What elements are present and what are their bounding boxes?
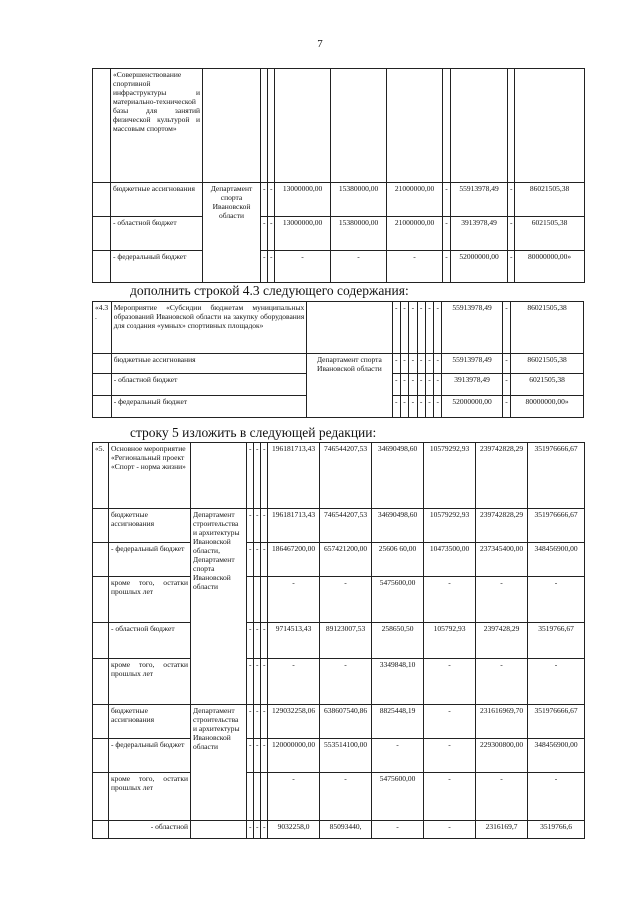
table-cell: [254, 577, 261, 623]
dash-cell: -: [425, 374, 433, 396]
value-cell: 2316169,7: [476, 821, 528, 839]
table-cell: [93, 577, 109, 623]
value-cell: 34690498,60: [372, 509, 424, 543]
value-cell: 746544207,53: [320, 443, 372, 509]
dash-cell: -: [247, 543, 254, 577]
dash-cell: -: [261, 443, 268, 509]
value-cell: 89123007,53: [320, 623, 372, 659]
dash-cell: -: [409, 396, 417, 418]
value-cell: -: [424, 821, 476, 839]
dash-cell: -: [392, 396, 400, 418]
table-cell: [93, 773, 109, 821]
value-cell: 351976666,67: [528, 443, 585, 509]
table-cell: [261, 773, 268, 821]
value-cell: 657421200,00: [320, 543, 372, 577]
dash-cell: -: [247, 739, 254, 773]
row-label: бюджетные ассигнования: [111, 354, 307, 374]
value-cell: 86021505,38: [511, 302, 584, 354]
dash-cell: -: [261, 705, 268, 739]
dash-cell: -: [434, 374, 442, 396]
dash-cell: -: [508, 251, 515, 283]
value-cell: -: [320, 659, 372, 705]
row-label: - областной бюджет: [111, 217, 203, 251]
row-label: кроме того, остатки прошлых лет: [109, 773, 191, 821]
table-cell: [261, 577, 268, 623]
table-cell: [247, 773, 254, 821]
executor-cell: Департамент спорта Ивановской области: [307, 354, 392, 418]
value-cell: 196181713,43: [268, 443, 320, 509]
value-cell: 55913978,49: [442, 302, 502, 354]
value-cell: -: [268, 773, 320, 821]
value-cell: 80000000,00»: [511, 396, 584, 418]
value-cell: 239742828,29: [476, 509, 528, 543]
table-row: [93, 623, 585, 659]
value-cell: 10579292,93: [424, 443, 476, 509]
table-sport-infrastructure: [92, 68, 585, 283]
value-cell: -: [320, 577, 372, 623]
value-cell: 348456900,00: [528, 739, 585, 773]
table-cell: [515, 69, 585, 183]
dash-cell: -: [254, 509, 261, 543]
dash-cell: -: [268, 217, 275, 251]
value-cell: 105792,93: [424, 623, 476, 659]
dash-cell: -: [409, 374, 417, 396]
dash-cell: -: [417, 374, 425, 396]
table-row-5: [92, 442, 585, 839]
value-cell: 351976666,67: [528, 705, 585, 739]
value-cell: 6021505,38: [515, 217, 585, 251]
dash-cell: -: [392, 302, 400, 354]
value-cell: 3349848,10: [372, 659, 424, 705]
value-cell: -: [528, 659, 585, 705]
row-label: - федеральный бюджет: [109, 739, 191, 773]
table-cell: [203, 69, 261, 183]
value-cell: 196181713,43: [268, 509, 320, 543]
table-row: [93, 509, 585, 543]
value-cell: 258650,50: [372, 623, 424, 659]
row-label: - областной: [109, 821, 191, 839]
value-cell: -: [424, 705, 476, 739]
dash-cell: -: [502, 374, 510, 396]
row-label: - федеральный бюджет: [111, 251, 203, 283]
dash-cell: -: [261, 821, 268, 839]
table-row: [93, 543, 585, 577]
table-row: [93, 705, 585, 739]
value-cell: -: [424, 659, 476, 705]
table-cell: [93, 69, 111, 183]
dash-cell: -: [443, 183, 451, 217]
row-label: бюджетные ассигнования: [109, 705, 191, 739]
table-cell: [93, 251, 111, 283]
dash-cell: -: [254, 705, 261, 739]
executor-cell: Департамент строительства и архитектуры Ивановской области: [191, 705, 247, 821]
value-cell: -: [528, 773, 585, 821]
value-cell: 2397428,29: [476, 623, 528, 659]
value-cell: -: [320, 773, 372, 821]
dash-cell: -: [502, 302, 510, 354]
row-label: бюджетные ассигнования: [109, 509, 191, 543]
dash-cell: -: [247, 821, 254, 839]
row-label: кроме того, остатки прошлых лет: [109, 659, 191, 705]
table-row: [93, 251, 585, 283]
value-cell: -: [476, 773, 528, 821]
value-cell: 120000000,00: [268, 739, 320, 773]
value-cell: 553514100,00: [320, 739, 372, 773]
row-label: - федеральный бюджет: [111, 396, 307, 418]
value-cell: 10473500,00: [424, 543, 476, 577]
executor-cell: Департамент спорта Ивановской области: [203, 183, 261, 283]
value-cell: -: [424, 773, 476, 821]
value-cell: 229300800,00: [476, 739, 528, 773]
value-cell: -: [476, 577, 528, 623]
dash-cell: -: [254, 443, 261, 509]
dash-cell: -: [417, 354, 425, 374]
event-name: Основное мероприятие «Региональный проект «Спорт - норма жизни»: [109, 443, 191, 509]
value-cell: 186467200,00: [268, 543, 320, 577]
table-cell: [93, 354, 112, 374]
page-number: 7: [317, 38, 323, 50]
value-cell: -: [387, 251, 443, 283]
value-cell: 6021505,38: [511, 374, 584, 396]
table-cell: [93, 821, 109, 839]
table-cell: [247, 577, 254, 623]
dash-cell: -: [400, 354, 408, 374]
value-cell: 85093440,: [320, 821, 372, 839]
value-cell: -: [268, 577, 320, 623]
dash-cell: -: [247, 705, 254, 739]
value-cell: -: [331, 251, 387, 283]
table-cell: [261, 69, 268, 183]
value-cell: 3913978,49: [442, 374, 502, 396]
dash-cell: -: [392, 354, 400, 374]
table-cell: [307, 302, 392, 354]
dash-cell: -: [254, 623, 261, 659]
table-row: [93, 739, 585, 773]
value-cell: 348456900,00: [528, 543, 585, 577]
dash-cell: -: [508, 217, 515, 251]
value-cell: 239742828,29: [476, 443, 528, 509]
value-cell: 52000000,00: [451, 251, 508, 283]
row-number: «4.3.: [93, 302, 112, 354]
dash-cell: -: [392, 374, 400, 396]
dash-cell: -: [254, 659, 261, 705]
row-label: - федеральный бюджет: [109, 543, 191, 577]
table-cell: [254, 773, 261, 821]
value-cell: 9032258,0: [268, 821, 320, 839]
value-cell: 52000000,00: [442, 396, 502, 418]
value-cell: 15380000,00: [331, 183, 387, 217]
table-cell: [93, 705, 109, 739]
value-cell: 34690498,60: [372, 443, 424, 509]
table-cell: [93, 659, 109, 705]
value-cell: 86021505,38: [511, 354, 584, 374]
dash-cell: -: [261, 623, 268, 659]
table-row: [93, 69, 585, 183]
value-cell: -: [372, 821, 424, 839]
value-cell: 8825448,19: [372, 705, 424, 739]
executor-cell: Департамент строительства и архитектуры Ивановской области, Департамент спорта Ивановской области: [191, 509, 247, 705]
value-cell: 25606 60,00: [372, 543, 424, 577]
value-cell: 129032258,06: [268, 705, 320, 739]
row-label: - областной бюджет: [111, 374, 307, 396]
value-cell: 55913978,49: [451, 183, 508, 217]
event-name: «Совершенствование спортивной инфраструктуры и материально-технической базы для занятий физической культурой и массовым спортом»: [111, 69, 203, 183]
dash-cell: -: [434, 396, 442, 418]
row-label: кроме того, остатки прошлых лет: [109, 577, 191, 623]
dash-cell: -: [247, 509, 254, 543]
table-cell: [508, 69, 515, 183]
value-cell: 15380000,00: [331, 217, 387, 251]
table-cell: [191, 443, 247, 509]
value-cell: 5475600,00: [372, 577, 424, 623]
heading-row-5: строку 5 изложить в следующей редакции:: [130, 425, 377, 440]
value-cell: -: [275, 251, 331, 283]
dash-cell: -: [443, 217, 451, 251]
table-row: [93, 773, 585, 821]
dash-cell: -: [434, 302, 442, 354]
table-cell: [331, 69, 387, 183]
value-cell: 21000000,00: [387, 217, 443, 251]
table-cell: [93, 543, 109, 577]
value-cell: 80000000,00»: [515, 251, 585, 283]
dash-cell: -: [261, 739, 268, 773]
dash-cell: -: [261, 509, 268, 543]
dash-cell: -: [400, 396, 408, 418]
table-cell: [93, 374, 112, 396]
table-row: [93, 217, 585, 251]
dash-cell: -: [254, 543, 261, 577]
value-cell: -: [528, 577, 585, 623]
table-cell: [93, 509, 109, 543]
dash-cell: -: [502, 396, 510, 418]
table-cell: [93, 183, 111, 217]
table-cell: [275, 69, 331, 183]
row-number: «5.: [93, 443, 109, 509]
dash-cell: -: [425, 396, 433, 418]
value-cell: 9714513,43: [268, 623, 320, 659]
event-name: Мероприятие «Субсидии бюджетам муниципальных образований Ивановской области на закупку оборудования для создания «умных» спортивных площадок»: [111, 302, 307, 354]
table-row: [93, 659, 585, 705]
table-row: [93, 354, 584, 374]
table-row-4-3: [92, 301, 584, 418]
dash-cell: -: [247, 659, 254, 705]
table-cell: [93, 396, 112, 418]
value-cell: 3519766,6: [528, 821, 585, 839]
dash-cell: -: [268, 183, 275, 217]
table-row: [93, 443, 585, 509]
dash-cell: -: [261, 183, 268, 217]
value-cell: -: [372, 739, 424, 773]
value-cell: 13000000,00: [275, 183, 331, 217]
dash-cell: -: [400, 374, 408, 396]
dash-cell: -: [502, 354, 510, 374]
value-cell: 10579292,93: [424, 509, 476, 543]
table-cell: [268, 69, 275, 183]
table-cell: [451, 69, 508, 183]
value-cell: 638607540,86: [320, 705, 372, 739]
dash-cell: -: [268, 251, 275, 283]
table-row: [93, 183, 585, 217]
value-cell: 746544207,53: [320, 509, 372, 543]
table-cell: [93, 623, 109, 659]
dash-cell: -: [261, 217, 268, 251]
row-label: - областной бюджет: [109, 623, 191, 659]
row-label: бюджетные ассигнования: [111, 183, 203, 217]
value-cell: 21000000,00: [387, 183, 443, 217]
dash-cell: -: [425, 354, 433, 374]
table-cell: [191, 821, 247, 839]
value-cell: -: [268, 659, 320, 705]
dash-cell: -: [400, 302, 408, 354]
value-cell: -: [424, 577, 476, 623]
table-cell: [93, 739, 109, 773]
table-cell: [387, 69, 443, 183]
dash-cell: -: [409, 302, 417, 354]
value-cell: 86021505,38: [515, 183, 585, 217]
dash-cell: -: [261, 251, 268, 283]
value-cell: 231616969,70: [476, 705, 528, 739]
table-row: [93, 821, 585, 839]
value-cell: 55913978,49: [442, 354, 502, 374]
value-cell: 3913978,49: [451, 217, 508, 251]
table-cell: [93, 217, 111, 251]
table-row: [93, 302, 584, 354]
dash-cell: -: [247, 623, 254, 659]
value-cell: 3519766,67: [528, 623, 585, 659]
dash-cell: -: [443, 251, 451, 283]
dash-cell: -: [417, 396, 425, 418]
value-cell: -: [424, 739, 476, 773]
dash-cell: -: [417, 302, 425, 354]
dash-cell: -: [425, 302, 433, 354]
value-cell: 13000000,00: [275, 217, 331, 251]
dash-cell: -: [247, 443, 254, 509]
value-cell: 351976666,67: [528, 509, 585, 543]
value-cell: 5475600,00: [372, 773, 424, 821]
value-cell: 237345400,00: [476, 543, 528, 577]
dash-cell: -: [409, 354, 417, 374]
value-cell: -: [476, 659, 528, 705]
table-cell: [443, 69, 451, 183]
dash-cell: -: [254, 821, 261, 839]
dash-cell: -: [254, 739, 261, 773]
dash-cell: -: [434, 354, 442, 374]
heading-add-row-4-3: дополнить строкой 4.3 следующего содержания:: [130, 283, 409, 298]
table-row: [93, 577, 585, 623]
dash-cell: -: [508, 183, 515, 217]
dash-cell: -: [261, 659, 268, 705]
dash-cell: -: [261, 543, 268, 577]
